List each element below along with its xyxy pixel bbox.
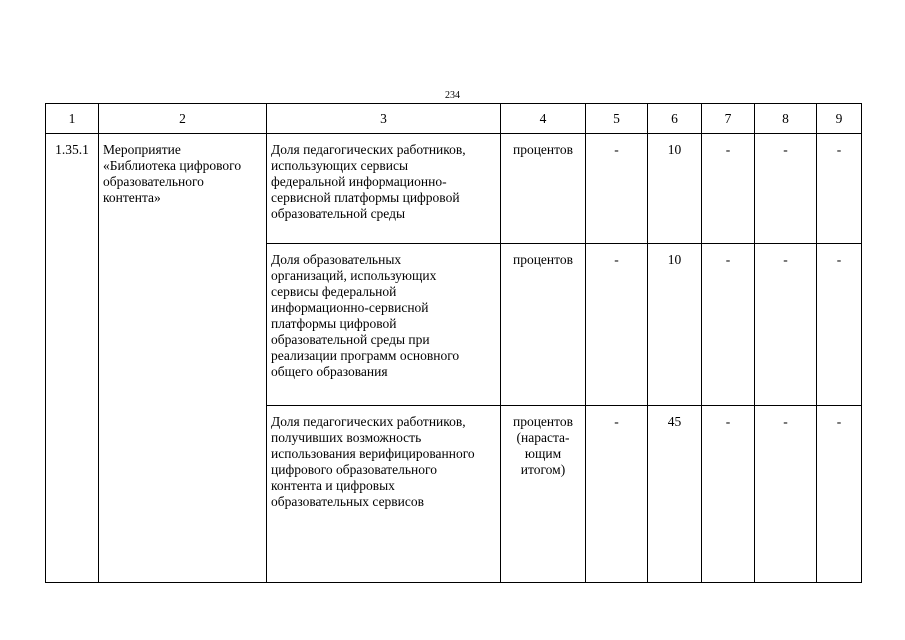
indicator-cell: Доля образовательных организаций, использующих сервисы федеральной информационно-сервисной платформы цифровой образовательной среды при реализации программ основного общего образования bbox=[267, 244, 501, 406]
value-cell-5: - bbox=[586, 406, 648, 583]
item-code: 1.35.1 bbox=[46, 134, 99, 583]
header-col-3: 3 bbox=[267, 104, 501, 134]
header-col-5: 5 bbox=[586, 104, 648, 134]
indicator-cell: Доля педагогических работников, получивших возможность использования верифицированного цифрового образовательного контента и цифровых образовательных сервисов bbox=[267, 406, 501, 583]
unit-cell: процентов (нараста- ющим итогом) bbox=[501, 406, 586, 583]
indicator-cell: Доля педагогических работников, использующих сервисы федеральной информационно- сервисной платформы цифровой образовательной среды bbox=[267, 134, 501, 244]
indicators-table bbox=[45, 103, 862, 583]
value-cell-9: - bbox=[817, 134, 862, 244]
value-cell-7: - bbox=[702, 406, 755, 583]
header-col-6: 6 bbox=[648, 104, 702, 134]
value-cell-6: 45 bbox=[648, 406, 702, 583]
item-name: Мероприятие «Библиотека цифрового образовательного контента» bbox=[99, 134, 267, 583]
value-cell-9: - bbox=[817, 406, 862, 583]
header-col-4: 4 bbox=[501, 104, 586, 134]
header-col-1: 1 bbox=[46, 104, 99, 134]
table-row bbox=[46, 134, 862, 244]
value-cell-5: - bbox=[586, 244, 648, 406]
unit-cell: процентов bbox=[501, 244, 586, 406]
unit-cell: процентов bbox=[501, 134, 586, 244]
header-col-2: 2 bbox=[99, 104, 267, 134]
value-cell-7: - bbox=[702, 134, 755, 244]
header-col-7: 7 bbox=[702, 104, 755, 134]
value-cell-6: 10 bbox=[648, 244, 702, 406]
value-cell-8: - bbox=[755, 406, 817, 583]
value-cell-5: - bbox=[586, 134, 648, 244]
header-col-8: 8 bbox=[755, 104, 817, 134]
value-cell-8: - bbox=[755, 244, 817, 406]
header-row bbox=[46, 104, 862, 134]
value-cell-6: 10 bbox=[648, 134, 702, 244]
header-col-9: 9 bbox=[817, 104, 862, 134]
value-cell-8: - bbox=[755, 134, 817, 244]
value-cell-9: - bbox=[817, 244, 862, 406]
value-cell-7: - bbox=[702, 244, 755, 406]
page-number: 234 bbox=[445, 90, 460, 101]
